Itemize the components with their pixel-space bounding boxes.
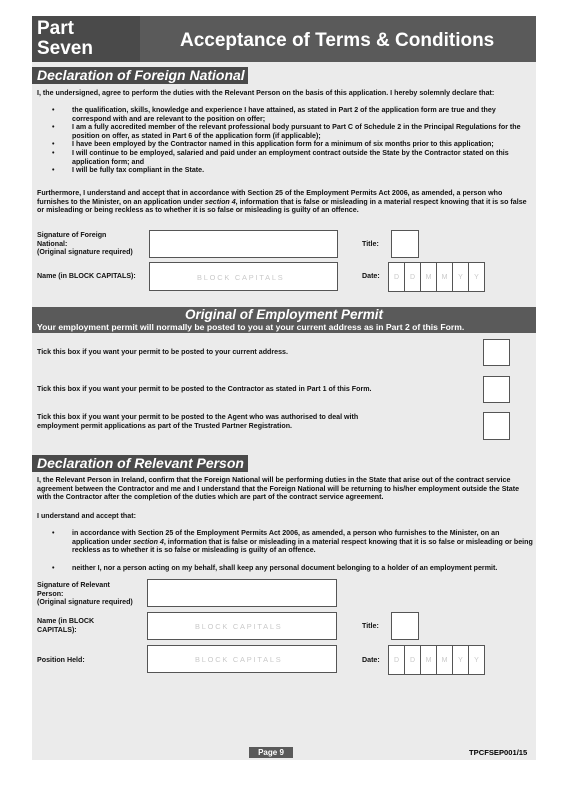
relevant-position-placeholder: BLOCK CAPITALS [195, 655, 283, 664]
relevant-intro: I, the Relevant Person in Ireland, confirm that the Foreign National will be performing duties in the State that arise out of the contract service agreement between the Contractor and me and I understand that the Foreign National will be returning to his/her employment outside the State with the Contractor after the completion of the duties which are part of the contract service agreement. [37, 476, 520, 502]
foreign-date-cell[interactable]: M [420, 262, 437, 292]
relevant-position-label: Position Held: [37, 656, 85, 664]
relevant-date-cell[interactable]: Y [468, 645, 485, 675]
relevant-name-label [37, 617, 147, 634]
page-title: Acceptance of Terms & Conditions [180, 30, 495, 51]
foreign-date-cell[interactable]: Y [452, 262, 469, 292]
permit-option-current-address: Tick this box if you want your permit to be posted to your current address. [37, 348, 288, 356]
permit-section-title: Original of Employment Permit [184, 307, 384, 322]
part-label [32, 16, 140, 62]
foreign-bullet: • I will continue to be employed, salaried and paid under an employment contract outside the State by the Contractor stated on this application form; and [32, 149, 534, 166]
permit-checkbox-contractor[interactable] [483, 376, 510, 403]
foreign-date-cell[interactable]: D [404, 262, 421, 292]
foreign-date-field[interactable] [388, 262, 484, 292]
foreign-title-field[interactable] [391, 230, 419, 258]
foreign-furthermore-pre: Furthermore, I understand and accept that in accordance with Section 25 of the Employment Permits Act 2006, as amended, a person who furnishes to the Minister, on an application under [37, 189, 503, 206]
foreign-name-field[interactable] [149, 262, 338, 291]
relevant-signature-field[interactable] [147, 579, 337, 607]
relevant-name-label-line2: CAPITALS): [37, 625, 77, 634]
relevant-signature-label-line2: Person: [37, 589, 64, 598]
relevant-date-cell[interactable]: D [404, 645, 421, 675]
page-number: Page 9 [249, 747, 293, 758]
foreign-name-label: Name (in BLOCK CAPITALS): [37, 272, 136, 280]
form-code: TPCFSEP001/15 [469, 748, 528, 757]
relevant-date-cell[interactable]: M [436, 645, 453, 675]
relevant-signature-label-line3: (Original signature required) [37, 598, 133, 607]
relevant-title-label: Title: [362, 622, 379, 630]
page-header [32, 16, 536, 62]
foreign-date-cell[interactable]: M [436, 262, 453, 292]
relevant-name-placeholder: BLOCK CAPITALS [195, 622, 283, 631]
relevant-position-field[interactable] [147, 645, 337, 673]
foreign-furthermore-section: section 4 [204, 197, 236, 206]
relevant-bullet-list [32, 529, 534, 572]
relevant-bullet1-pre: in accordance with Section 25 of the Employment Permits Act 2006, as amended, a person who furnishes to the Minister, on an application under [72, 529, 500, 546]
foreign-bullet-list [32, 106, 534, 175]
foreign-signature-label-line3: (Original signature required) [37, 248, 133, 257]
foreign-title-label: Title: [362, 240, 379, 248]
foreign-signature-label-line1: Signature of Foreign [37, 231, 107, 239]
foreign-bullet: • I am a fully accredited member of the relevant professional body pursuant to Part C of Schedule 2 in the Principal Regulations for the position on offer, as stated in Part 6 of the application form (if applicable); [32, 123, 534, 140]
relevant-signature-label-line1: Signature of Relevant [37, 581, 110, 589]
foreign-signature-label [37, 231, 157, 257]
relevant-signature-label [37, 581, 157, 607]
relevant-date-cell[interactable]: M [420, 645, 437, 675]
foreign-date-cell[interactable]: Y [468, 262, 485, 292]
relevant-bullet1-post: , information that is false or misleading in a material respect knowing that it is so false or misleading or being reckless as to whether it is so false or misleading is guilty of an offence. [72, 537, 533, 555]
foreign-bullet: • I have been employed by the Contractor named in this application form for a minimum of six months prior to this application; [32, 140, 534, 149]
relevant-bullet: • neither I, nor a person acting on my behalf, shall keep any personal document belonging to a holder of an employment permit. [32, 564, 534, 573]
relevant-title-field[interactable] [391, 612, 419, 640]
permit-section-header [32, 307, 536, 333]
foreign-bullet: • I will be fully tax compliant in the State. [32, 166, 534, 175]
permit-checkbox-agent[interactable] [483, 412, 510, 440]
foreign-section-title: Declaration of Foreign National [32, 67, 248, 84]
foreign-furthermore-post: , information that is false or misleading in a material respect knowing that it is so false or misleading or being reckless as to whether it is so false or misleading is guilty of an offence. [37, 197, 527, 215]
relevant-date-field[interactable] [388, 645, 484, 675]
part-label-line1: Part [37, 18, 74, 39]
foreign-date-cell[interactable]: D [388, 262, 405, 292]
foreign-furthermore [37, 189, 531, 215]
relevant-section-title: Declaration of Relevant Person [32, 455, 248, 472]
foreign-name-placeholder: BLOCK CAPITALS [197, 273, 285, 282]
foreign-date-label: Date: [362, 272, 380, 280]
relevant-bullet [32, 529, 534, 555]
relevant-date-cell[interactable]: Y [452, 645, 469, 675]
part-label-line2: Seven [37, 38, 93, 59]
form-page [32, 16, 536, 760]
permit-option-contractor: Tick this box if you want your permit to be posted to the Contractor as stated in Part 1 of this Form. [37, 385, 372, 393]
foreign-signature-label-line2: National: [37, 239, 68, 248]
permit-checkbox-current-address[interactable] [483, 339, 510, 366]
relevant-date-cell[interactable]: D [388, 645, 405, 675]
foreign-intro: I, the undersigned, agree to perform the duties with the Relevant Person on the basis of this application. I hereby solemnly declare that: [37, 89, 495, 97]
relevant-name-field[interactable] [147, 612, 337, 640]
relevant-date-label: Date: [362, 656, 380, 664]
foreign-bullet: • the qualification, skills, knowledge and experience I have attained, as stated in Part 2 of the application form are true and they correspond with and are relevant to the position on offer; [32, 106, 534, 123]
permit-subtitle: Your employment permit will normally be posted to you at your current address as in Part 2 of this Form. [37, 322, 465, 332]
relevant-name-label-line1: Name (in BLOCK [37, 617, 95, 625]
foreign-signature-field[interactable] [149, 230, 338, 258]
relevant-understand: I understand and accept that: [37, 512, 136, 520]
permit-option-agent: Tick this box if you want your permit to be posted to the Agent who was authorised to deal with employment permit applications as part of the Trusted Partner Registration. [37, 413, 359, 430]
relevant-bullet1-section: section 4 [133, 537, 164, 546]
